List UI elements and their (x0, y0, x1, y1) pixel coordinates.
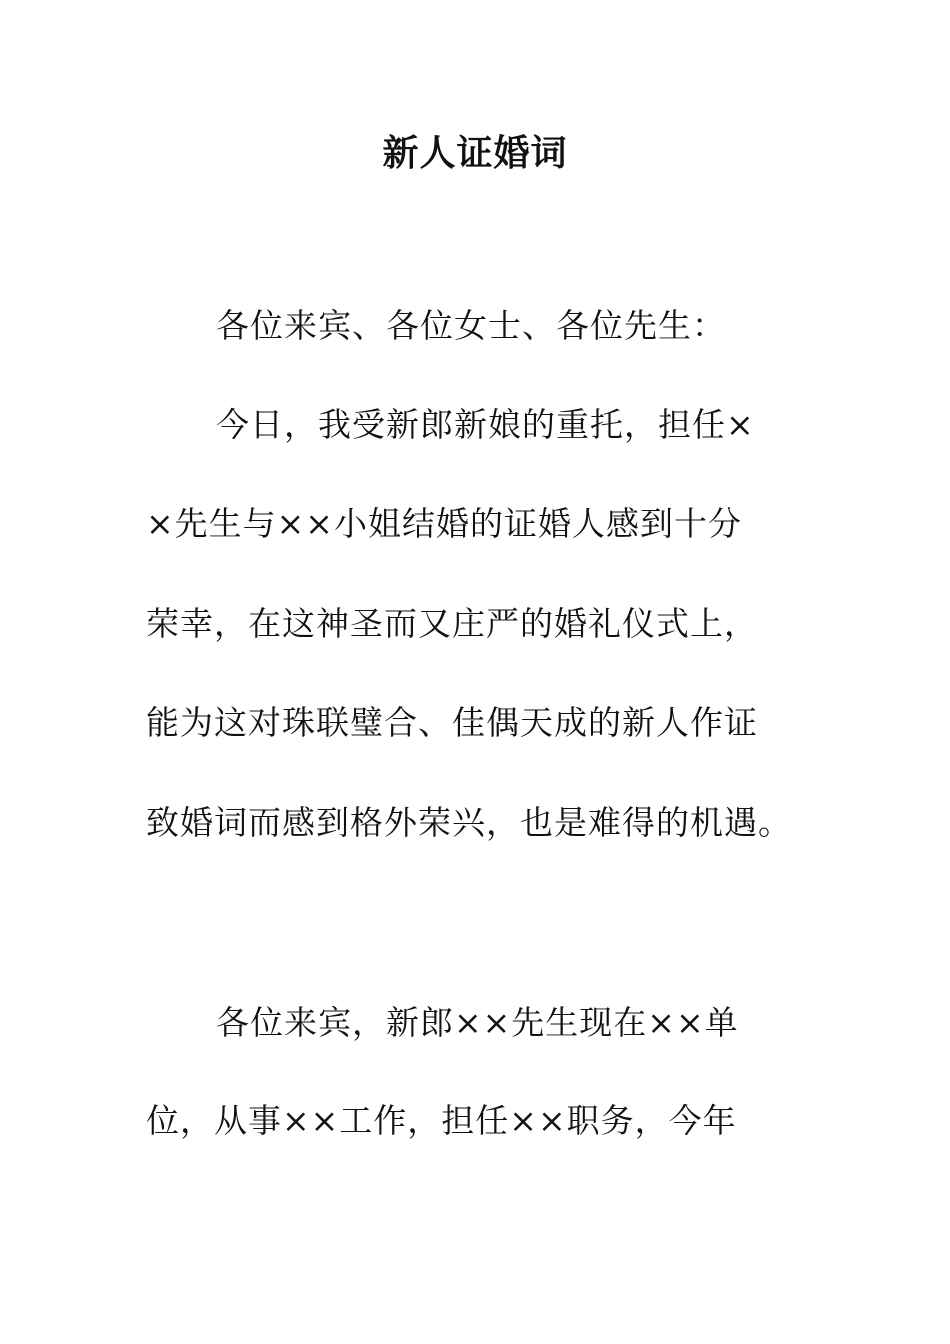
paragraph-1-line-3: 荣幸，在这神圣而又庄严的婚礼仪式上， (146, 604, 758, 643)
paragraph-1-line-2: ×先生与××小姐结婚的证婚人感到十分 (146, 504, 742, 543)
paragraph-2-line-2: 位，从事××工作，担任××职务，今年 (146, 1101, 737, 1140)
paragraph-2-line-1: 各位来宾，新郎××先生现在××单 (216, 1003, 739, 1042)
paragraph-1-line-5: 致婚词而感到格外荣兴，也是难得的机遇。 (146, 803, 792, 842)
paragraph-1-line-1: 今日，我受新郎新娘的重托，担任× (216, 405, 755, 444)
greeting-line: 各位来宾、各位女士、各位先生： (216, 306, 726, 345)
document-title: 新人证婚词 (382, 132, 568, 174)
paragraph-1-line-4: 能为这对珠联璧合、佳偶天成的新人作证 (146, 703, 758, 742)
